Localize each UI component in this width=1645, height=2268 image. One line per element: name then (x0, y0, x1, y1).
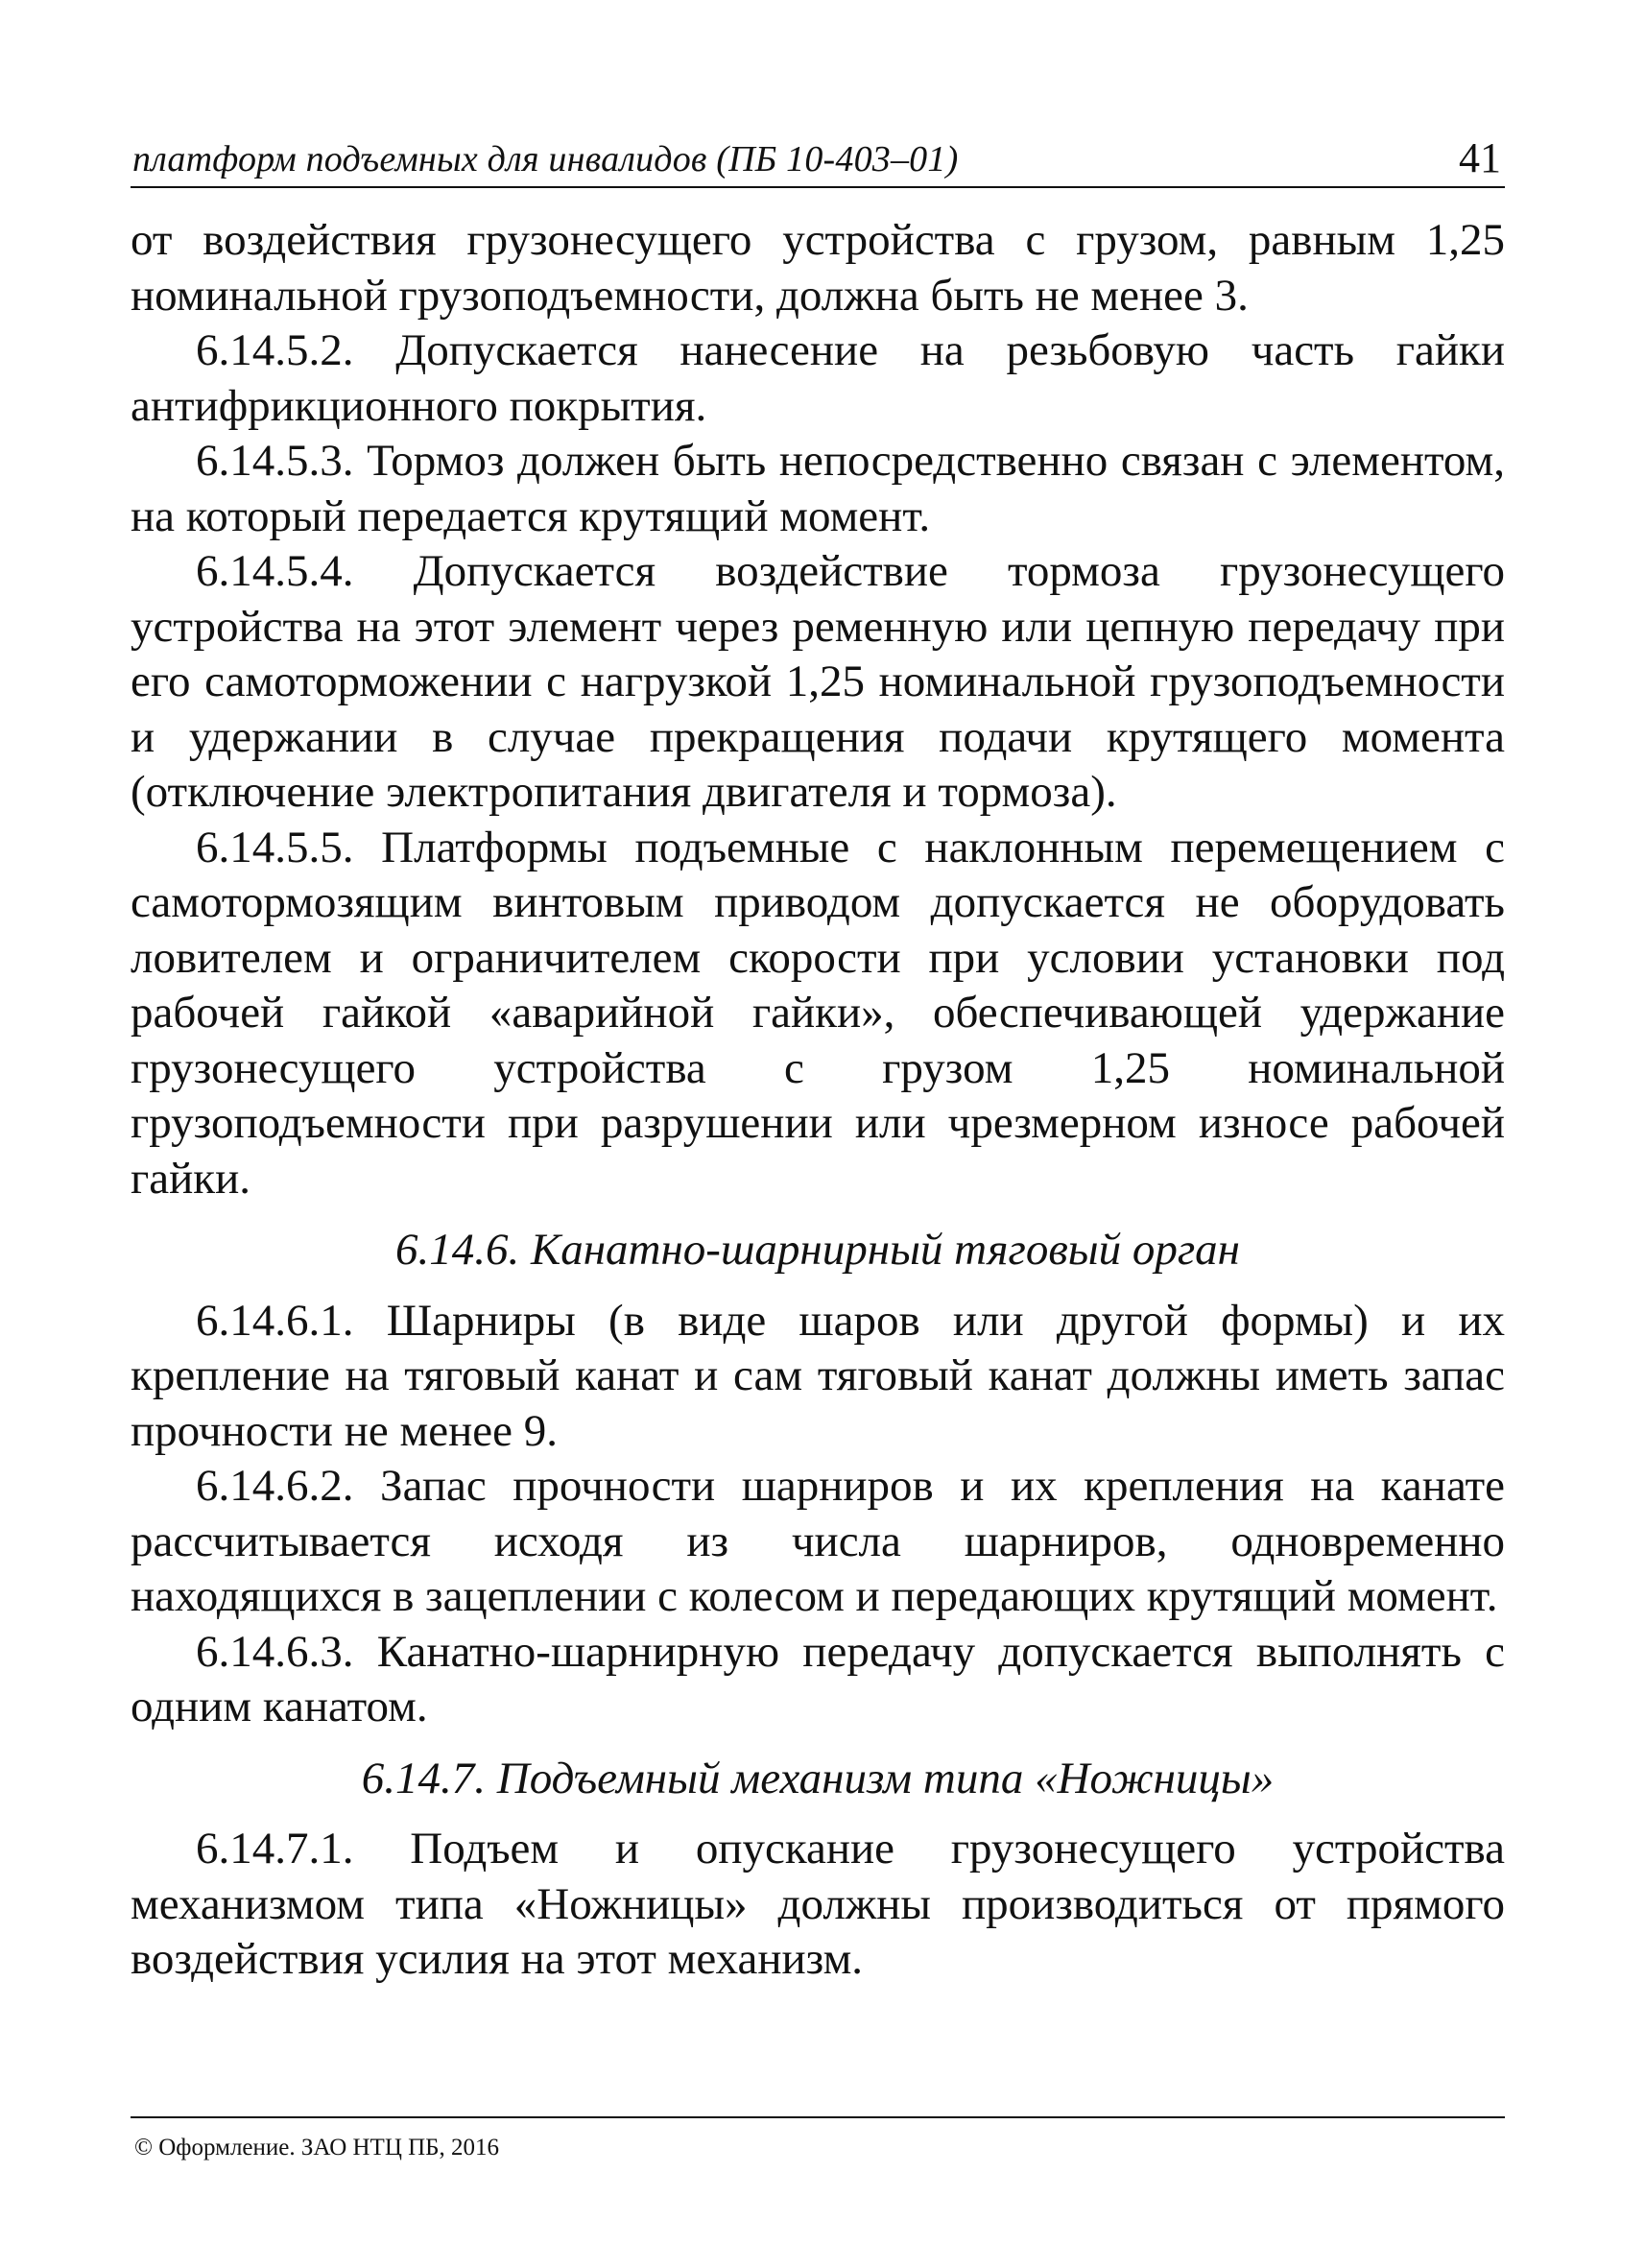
paragraph-6-14-5-4: 6.14.5.4. Допускается воздействие тормоза грузонесущего устройства на этот элемент через ременную или цепную передачу при его самоторможении с нагрузкой 1,25 номинальной грузоподъемности и удержании в случае прекращения подачи крутящего момента (отключение электропитания двигателя и тормоза). (131, 546, 1505, 817)
running-header (131, 132, 1505, 188)
paragraph-6-14-5-3: 6.14.5.3. Тормоз должен быть непосредственно связан с элементом, на который передается крутящий момент. (131, 436, 1505, 541)
running-title: платформ подъемных для инвалидов (ПБ 10-403–01) (132, 139, 959, 179)
page-number: 41 (1459, 134, 1501, 181)
footer-copyright: © Оформление. ЗАО НТЦ ПБ, 2016 (134, 2135, 500, 2161)
section-heading-6-14-7: 6.14.7. Подъемный механизм типа «Ножницы» (361, 1753, 1275, 1803)
paragraph-6-14-7-1: 6.14.7.1. Подъем и опускание грузонесущего устройства механизмом типа «Ножницы» должны производиться от прямого воздействия усилия на этот механизм. (131, 1824, 1505, 1984)
paragraph-6-14-5-5: 6.14.5.5. Платформы подъемные с наклонным перемещением с самотормозящим винтовым приводом допускается не оборудовать ловителем и ограничителем скорости при условии установки под рабочей гайкой «аварийной гайки», обеспечивающей удержание грузонесущего устройства с грузом 1,25 номинальной грузоподъемности при разрушении или чрезмерном износе рабочей гайки. (131, 822, 1505, 1204)
document-body (131, 213, 1505, 1988)
paragraph-6-14-6-3: 6.14.6.3. Канатно-шарнирную передачу допускается выполнять с одним канатом. (131, 1626, 1505, 1731)
section-heading-6-14-6: 6.14.6. Канатно-шарнирный тяговый орган (395, 1225, 1240, 1275)
paragraph-6-14-6-1: 6.14.6.1. Шарниры (в виде шаров или другой формы) и их крепление на тяговый канат и сам тяговый канат должны иметь запас прочности не менее 9. (131, 1295, 1505, 1456)
paragraph-6-14-6-2: 6.14.6.2. Запас прочности шарниров и их крепления на канате рассчитывается исходя из числа шарниров, одновременно находящихся в зацеплении с колесом и передающих крутящий момент. (131, 1461, 1505, 1621)
footer-divider (131, 2116, 1505, 2118)
paragraph-continuation: от воздействия грузонесущего устройства с грузом, равным 1,25 номинальной грузоподъемности, должна быть не менее 3. (131, 215, 1505, 321)
paragraph-6-14-5-2: 6.14.5.2. Допускается нанесение на резьбовую часть гайки антифрикционного покрытия. (131, 325, 1505, 431)
